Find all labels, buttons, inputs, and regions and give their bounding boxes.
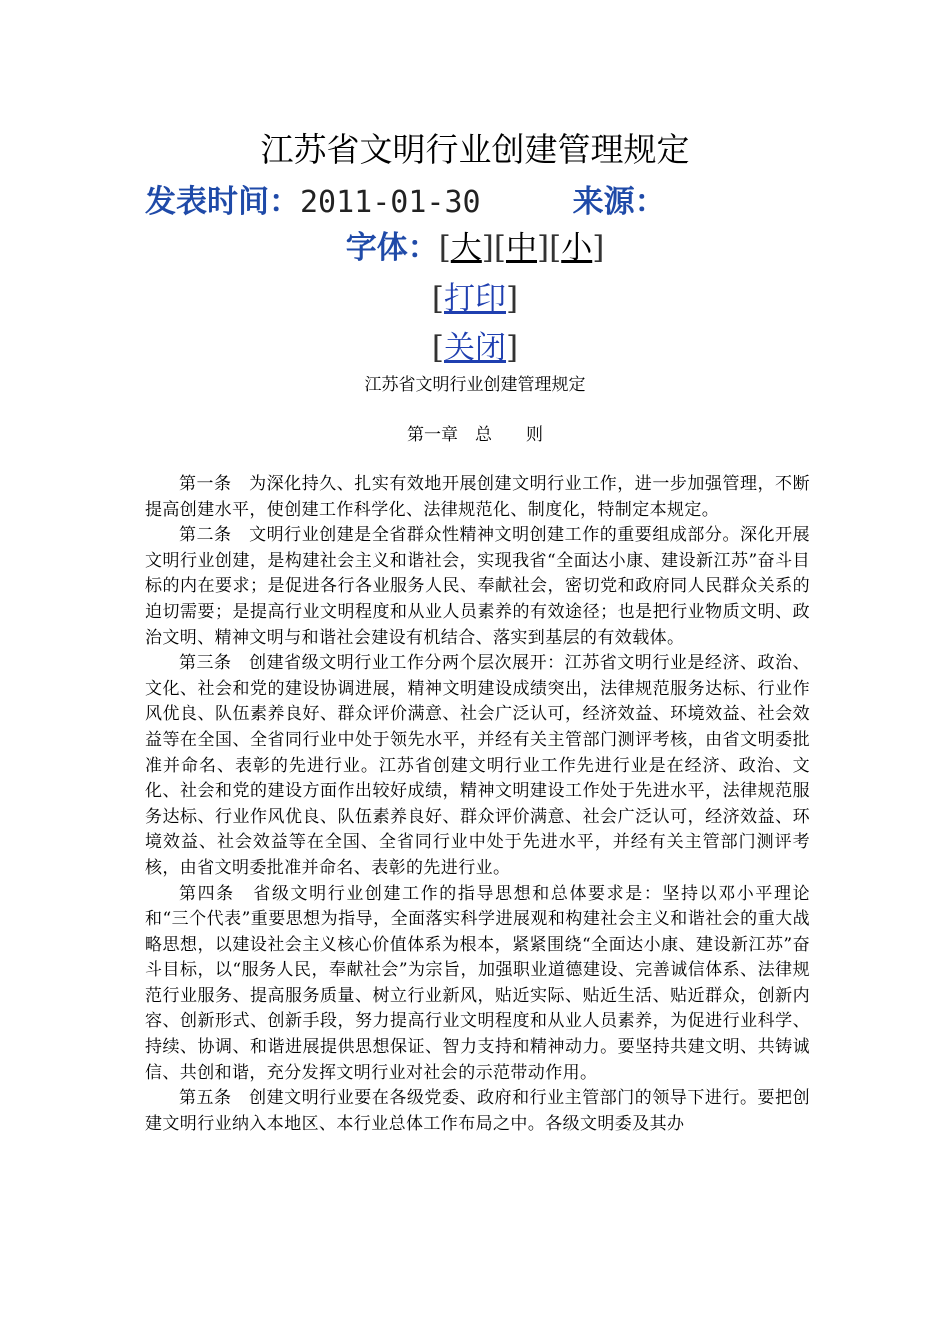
close-link[interactable]: 关闭 — [444, 330, 506, 366]
article-title: 江苏省文明行业创建管理规定 — [364, 375, 586, 395]
article-paragraph: 第五条 创建文明行业要在各级党委、政府和行业主管部门的领导下进行。要把创建文明行业纳入本地区、本行业总体工作布局之中。各级文明委及其办 — [145, 1088, 810, 1134]
source-label: 来源： — [572, 184, 666, 220]
article-paragraph: 第一条 为深化持久、扎实有效地开展创建文明行业工作，进一步加强管理，不断提高创建水平，使创建工作科学化、法律规范化、制度化，特制定本规定。 — [145, 474, 810, 520]
publish-date: 2011-01-30 — [300, 185, 481, 220]
font-small-link[interactable]: 小 — [561, 230, 593, 266]
article-body — [145, 472, 810, 1137]
chapter-heading: 第一章 总 则 — [407, 425, 543, 445]
article-paragraph: 第三条 创建省级文明行业工作分两个层次展开：江苏省文明行业是经济、政治、文化、社会和党的建设协调进展，精神文明建设成绩突出，法律规范服务达标、行业作风优良、队伍素养良好、群众评价满意、社会广泛认可，经济效益、环境效益、社会效益等在全国、全省同行业中处于领先水平，并经有关主管部门测评考核，由省文明委批准并命名、表彰的先进行业。江苏省创建文明行业工作先进行业是在经济、政治、文化、社会和党的建设方面作出较好成绩，精神文明建设工作处于先进水平，法律规范服务达标、行业作风优良、队伍素养良好、群众评价满意、社会广泛认可，经济效益、环境效益、社会效益等在全国、全省同行业中处于先进水平，并经有关主管部门测评考核，由省文明委批准并命名、表彰的先进行业。 — [145, 653, 810, 878]
print-link[interactable]: 打印 — [444, 281, 506, 317]
publish-info — [145, 180, 666, 224]
close-row: [关闭] — [431, 330, 519, 366]
font-large-link[interactable]: 大 — [450, 230, 482, 266]
font-medium-link[interactable]: 中 — [506, 230, 537, 266]
font-size-selector: 字体：[大][中][小] — [345, 230, 605, 266]
page-title: 江苏省文明行业创建管理规定 — [260, 130, 690, 169]
font-size-label: 字体： — [345, 230, 439, 266]
print-row: [打印] — [431, 281, 519, 317]
article-paragraph: 第二条 文明行业创建是全省群众性精神文明创建工作的重要组成部分。深化开展文明行业创建，是构建社会主义和谐社会，实现我省“全面达小康、建设新江苏”奋斗目标的内在要求；是促进各行各业服务人民、奉献社会，密切党和政府同人民群众关系的迫切需要；是提高行业文明程度和从业人员素养的有效途径；也是把行业物质文明、政治文明、精神文明与和谐社会建设有机结合、落实到基层的有效载体。 — [145, 525, 810, 648]
article-paragraph: 第四条 省级文明行业创建工作的指导思想和总体要求是：坚持以邓小平理论和“三个代表”重要思想为指导，全面落实科学进展观和构建社会主义和谐社会的重大战略思想，以建设社会主义核心价值体系为根本，紧紧围绕“全面达小康、建设新江苏”奋斗目标，以“服务人民，奉献社会”为宗旨，加强职业道德建设、完善诚信体系、法律规范行业服务、提高服务质量、树立行业新风，贴近实际、贴近生活、贴近群众，创新内容、创新形式、创新手段，努力提高行业文明程度和从业人员素养，为促进行业科学、持续、协调、和谐进展提供思想保证、智力支持和精神动力。要坚持共建文明、共铸诚信、共创和谐，充分发挥文明行业对社会的示范带动作用。 — [145, 883, 810, 1083]
publish-time-label: 发表时间： — [145, 184, 300, 220]
